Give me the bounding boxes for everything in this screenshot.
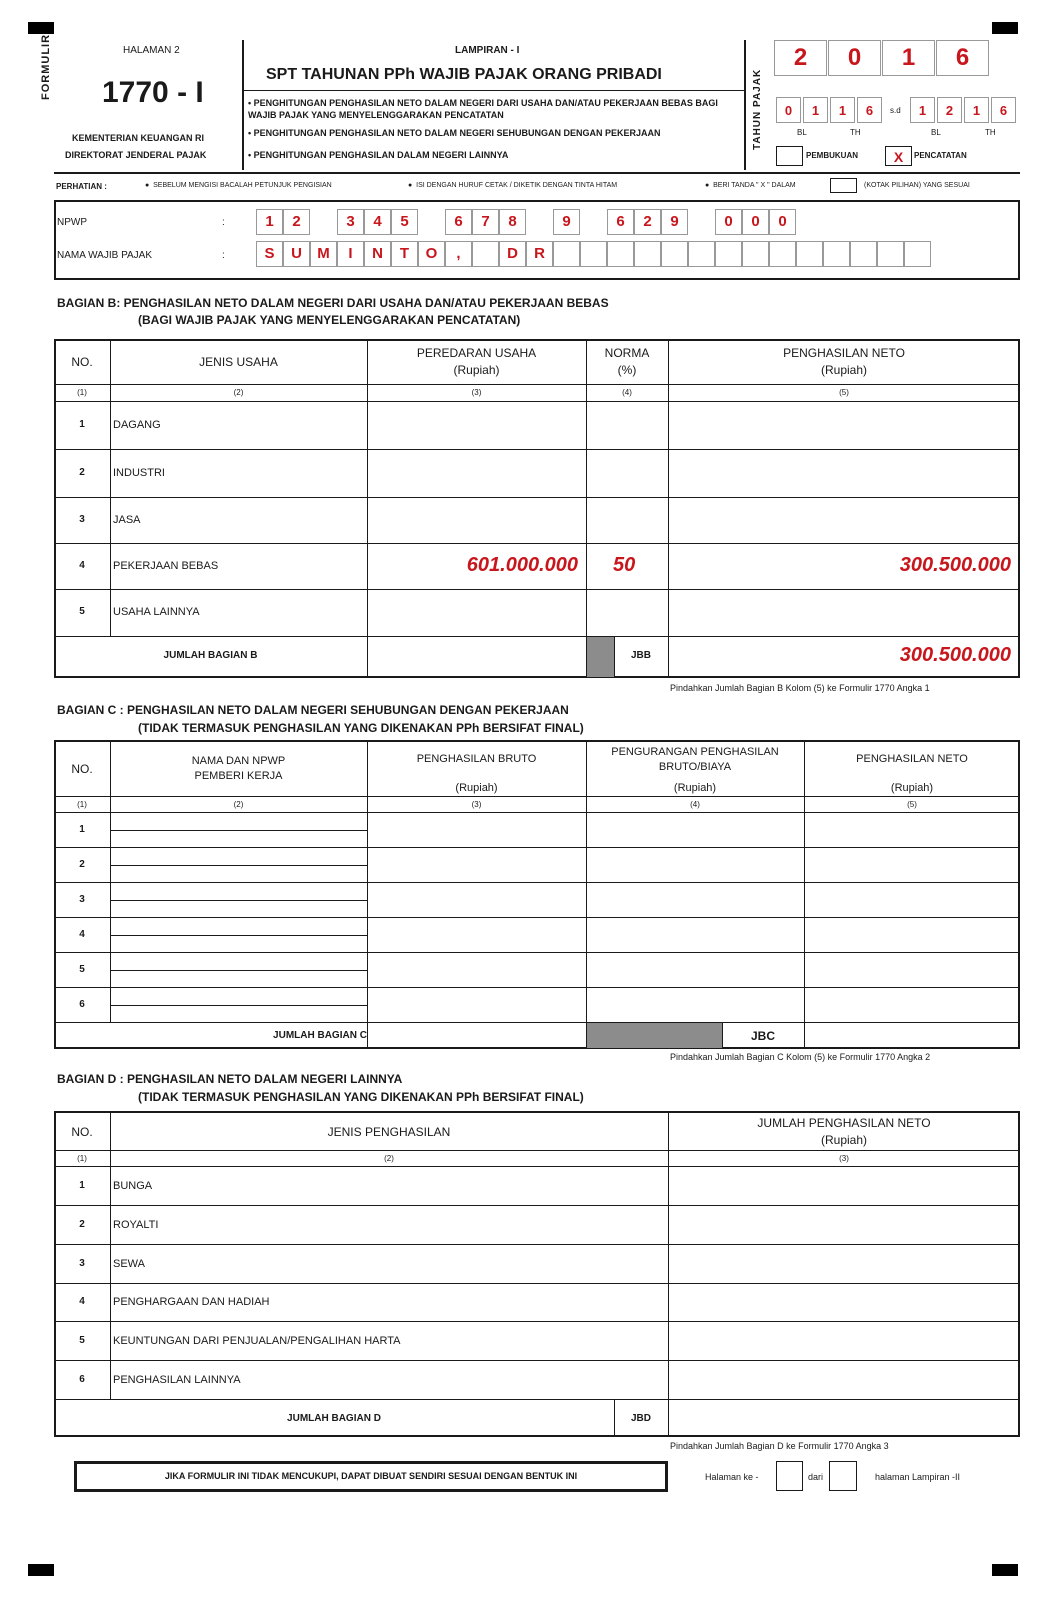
col-num: (4) [690,800,700,809]
pembukuan-label: PEMBUKUAN [806,151,858,160]
row-jenis: PENGHASILAN LAINNYA [113,1374,241,1386]
registration-mark [992,1564,1018,1576]
col-num: (2) [233,388,244,397]
bullet-1: • PENGHITUNGAN PENGHASILAN NETO DALAM NEGERI DARI USAHA DAN/ATAU PEKERJAAN BEBAS BAGI WAJIB PAJAK YANG MENYELENGGARAKAN PENCATATAN [248,98,718,120]
row-no: 5 [79,964,85,975]
th-label: TH [985,128,996,137]
bagian-b-title: BAGIAN B: PENGHASILAN NETO DALAM NEGERI DARI USAHA DAN/ATAU PEKERJAAN BEBAS [57,296,609,310]
col-no: NO. [71,1125,93,1139]
row-jenis: ROYALTI [113,1219,159,1231]
name-letter[interactable]: U [283,241,310,267]
npwp-digit[interactable]: 9 [553,209,580,235]
page-title: SPT TAHUNAN PPh WAJIB PAJAK ORANG PRIBADI [266,66,662,83]
name-letter[interactable] [715,241,742,267]
col-num: (1) [77,1154,87,1163]
peredaran-value[interactable]: 601.000.000 [466,554,578,576]
npwp-digit[interactable]: 8 [499,209,526,235]
halaman-label: HALAMAN 2 [123,45,180,56]
period-from-digit[interactable]: 1 [803,97,828,123]
bagian-c-title: BAGIAN C : PENGHASILAN NETO DALAM NEGERI SEHUBUNGAN DENGAN PEKERJAAN [57,703,569,717]
bagian-d-note: Pindahkan Jumlah Bagian D ke Formulir 1770 Angka 3 [670,1441,889,1451]
row-jenis: SEWA [113,1258,145,1270]
form-code: 1770 - I [102,76,204,109]
row-no: 5 [79,606,85,617]
row-no: 3 [79,1258,85,1269]
npwp-digit[interactable]: 2 [634,209,661,235]
npwp-digit[interactable]: 2 [283,209,310,235]
row-jenis: DAGANG [113,419,161,431]
norma-value[interactable]: 50 [613,554,636,576]
name-letter[interactable] [823,241,850,267]
col-pengurangan: PENGURANGAN PENGHASILAN [611,746,779,758]
shaded-cell [587,1023,722,1048]
col-num: (4) [622,388,632,397]
col-peredaran: PEREDARAN USAHA [416,346,537,360]
bagian-c-note: Pindahkan Jumlah Bagian C Kolom (5) ke Formulir 1770 Angka 2 [670,1052,931,1062]
identity-box [54,200,1020,280]
jumlah-c-label: JUMLAH BAGIAN C [273,1030,367,1041]
registration-mark [992,22,1018,34]
footer-notice: JIKA FORMULIR INI TIDAK MENCUKUPI, DAPAT DIBUAT SENDIRI SESUAI DENGAN BENTUK INI [74,1461,668,1492]
name-letter[interactable] [904,241,931,267]
bagian-d-subtitle: (TIDAK TERMASUK PENGHASILAN YANG DIKENAKAN PPh BERSIFAT FINAL) [138,1090,584,1104]
jumlah-b-value[interactable]: 300.500.000 [899,644,1011,666]
name-letter[interactable]: , [445,241,472,267]
halaman-ke-input[interactable] [776,1461,803,1491]
name-letter[interactable] [742,241,769,267]
period-from-digit[interactable]: 6 [857,97,882,123]
sd-label: s.d [890,106,901,115]
col-rupiah: (Rupiah) [820,1133,868,1147]
name-letter[interactable] [634,241,661,267]
row-no: 4 [79,1296,85,1307]
jbd-label: JBD [630,1413,651,1424]
row-no: 3 [79,894,85,905]
example-checkbox [830,178,857,193]
name-letter[interactable] [877,241,904,267]
name-letter[interactable] [661,241,688,267]
colon: : [222,217,225,228]
row-jenis: KEUNTUNGAN DARI PENJUALAN/PENGALIHAN HARTA [113,1335,401,1347]
period-to-digit[interactable]: 1 [910,97,935,123]
npwp-digit[interactable]: 0 [742,209,769,235]
col-num: (2) [233,800,244,809]
row-no: 6 [79,999,85,1010]
bagian-b-note: Pindahkan Jumlah Bagian B Kolom (5) ke Formulir 1770 Angka 1 [670,683,930,693]
row-no: 3 [79,514,85,525]
npwp-digit[interactable]: 6 [607,209,634,235]
col-neto: PENGHASILAN NETO [856,753,968,765]
pembukuan-checkbox[interactable] [776,146,803,166]
row-no: 2 [79,467,85,478]
npwp-digit[interactable]: 9 [661,209,688,235]
year-digit[interactable]: 1 [882,40,935,76]
npwp-label: NPWP [57,217,87,228]
bagian-c-subtitle: (TIDAK TERMASUK PENGHASILAN YANG DIKENAKAN PPh BERSIFAT FINAL) [138,721,584,735]
bagian-d-title: BAGIAN D : PENGHASILAN NETO DALAM NEGERI LAINNYA [57,1072,403,1086]
row-no: 2 [79,859,85,870]
name-letter[interactable] [769,241,796,267]
year-digit[interactable]: 6 [936,40,989,76]
jumlah-b-label: JUMLAH BAGIAN B [163,650,258,661]
halaman-ke-label: Halaman ke - [705,1472,759,1482]
neto-value[interactable]: 300.500.000 [899,554,1011,576]
shaded-cell [587,637,614,677]
name-letter[interactable] [796,241,823,267]
registration-mark [28,1564,54,1576]
period-to-digit[interactable]: 6 [991,97,1016,123]
row-jenis: INDUSTRI [113,467,165,479]
row-jenis: BUNGA [113,1180,153,1192]
row-no: 1 [79,1180,85,1191]
bullet-2: • PENGHITUNGAN PENGHASILAN NETO DALAM NEGERI SEHUBUNGAN DENGAN PEKERJAAN [248,128,661,138]
col-pengurangan: BRUTO/BIAYA [658,761,732,773]
perhatian-4: (KOTAK PILIHAN) YANG SESUAI [864,182,970,189]
col-neto: PENGHASILAN NETO [783,346,905,360]
col-no: NO. [71,355,93,369]
colon: : [222,250,225,261]
th-label: TH [850,128,861,137]
name-letter[interactable] [580,241,607,267]
period-from-digit[interactable]: 0 [776,97,801,123]
name-letter[interactable] [553,241,580,267]
name-letter[interactable]: I [337,241,364,267]
period-to-digit[interactable]: 2 [937,97,962,123]
row-no: 4 [79,560,85,571]
col-rupiah: (Rupiah) [455,782,498,794]
name-letter[interactable]: M [310,241,337,267]
npwp-digit[interactable]: 0 [769,209,796,235]
name-letter[interactable]: N [364,241,391,267]
year-digit[interactable]: 2 [774,40,827,76]
npwp-digit[interactable]: 1 [256,209,283,235]
row-no: 5 [79,1335,85,1346]
col-no: NO. [71,762,93,776]
name-letter[interactable] [850,241,877,267]
col-num: (3) [471,388,482,397]
col-num: (1) [77,388,87,397]
name-letter[interactable]: T [391,241,418,267]
row-no: 1 [79,824,85,835]
jbb-label: JBB [630,650,651,661]
row-no: 1 [79,419,85,430]
col-num: (5) [907,800,917,809]
bagian-b-subtitle: (BAGI WAJIB PAJAK YANG MENYELENGGARAKAN PENCATATAN) [138,313,521,327]
col-rupiah: (Rupiah) [673,782,717,794]
col-num: (5) [839,388,849,397]
row-jenis: JASA [113,514,141,526]
col-jumlah: JUMLAH PENGHASILAN NETO [757,1116,931,1130]
tahun-pajak-label: TAHUN PAJAK [752,68,763,150]
name-letter[interactable]: D [499,241,526,267]
perhatian-1: ● SEBELUM MENGISI BACALAH PETUNJUK PENGISIAN [145,182,332,189]
row-no: 6 [79,1374,85,1385]
col-jenis: JENIS USAHA [199,355,278,369]
name-letter[interactable] [607,241,634,267]
col-num: (1) [77,800,87,809]
row-no: 2 [79,1219,85,1230]
perhatian-label: PERHATIAN : [56,182,107,191]
kementerian: KEMENTERIAN KEUANGAN RI [72,133,205,143]
col-num: (3) [839,1154,849,1163]
name-letter[interactable] [688,241,715,267]
formulir-label: FORMULIR [40,33,52,100]
lampiran-ii-label: halaman Lampiran -II [875,1472,961,1482]
col-nama: NAMA DAN NPWP [191,755,286,767]
name-letter[interactable]: S [256,241,283,267]
col-num: (2) [384,1154,394,1163]
bl-label: BL [797,128,807,137]
npwp-digit[interactable]: 6 [445,209,472,235]
col-norma: NORMA [604,346,650,360]
npwp-digit[interactable]: 3 [337,209,364,235]
year-digit[interactable]: 0 [828,40,881,76]
row-jenis: USAHA LAINNYA [113,606,200,618]
name-letter[interactable] [472,241,499,267]
perhatian-3: ● BERI TANDA " X " DALAM [705,182,796,189]
npwp-digit[interactable]: 5 [391,209,418,235]
registration-mark [28,22,54,34]
npwp-digit[interactable]: 7 [472,209,499,235]
bl-label: BL [931,128,941,137]
col-rupiah: (Rupiah) [820,363,868,377]
col-nama: PEMBERI KERJA [194,770,283,782]
dari-label: dari [808,1472,824,1482]
col-rupiah: (Rupiah) [453,363,500,377]
jumlah-d-label: JUMLAH BAGIAN D [287,1413,381,1424]
direktorat: DIREKTORAT JENDERAL PAJAK [65,150,207,160]
jbc-label: JBC [750,1029,775,1043]
col-jenis: JENIS PENGHASILAN [327,1125,451,1139]
row-no: 4 [79,929,85,940]
npwp-digit[interactable]: 4 [364,209,391,235]
name-letter[interactable]: O [418,241,445,267]
period-from-digit[interactable]: 1 [830,97,855,123]
name-label: NAMA WAJIB PAJAK [57,250,153,261]
bullet-3: • PENGHITUNGAN PENGHASILAN DALAM NEGERI LAINNYA [248,150,509,160]
total-halaman-input[interactable] [829,1461,857,1491]
pencatatan-label: PENCATATAN [914,151,967,160]
npwp-digit[interactable]: 0 [715,209,742,235]
name-letter[interactable]: R [526,241,553,267]
col-bruto: PENGHASILAN BRUTO [416,753,537,765]
col-rupiah: (Rupiah) [890,782,934,794]
row-jenis: PEKERJAAN BEBAS [113,560,219,572]
row-jenis: PENGHARGAAN DAN HADIAH [113,1296,270,1308]
perhatian-2: ● ISI DENGAN HURUF CETAK / DIKETIK DENGAN TINTA HITAM [408,182,618,189]
period-to-digit[interactable]: 1 [964,97,989,123]
col-pct: (%) [617,363,637,377]
lampiran-label: LAMPIRAN - I [455,45,520,56]
col-num: (3) [471,800,482,809]
pencatatan-checkbox[interactable]: X [885,146,912,166]
